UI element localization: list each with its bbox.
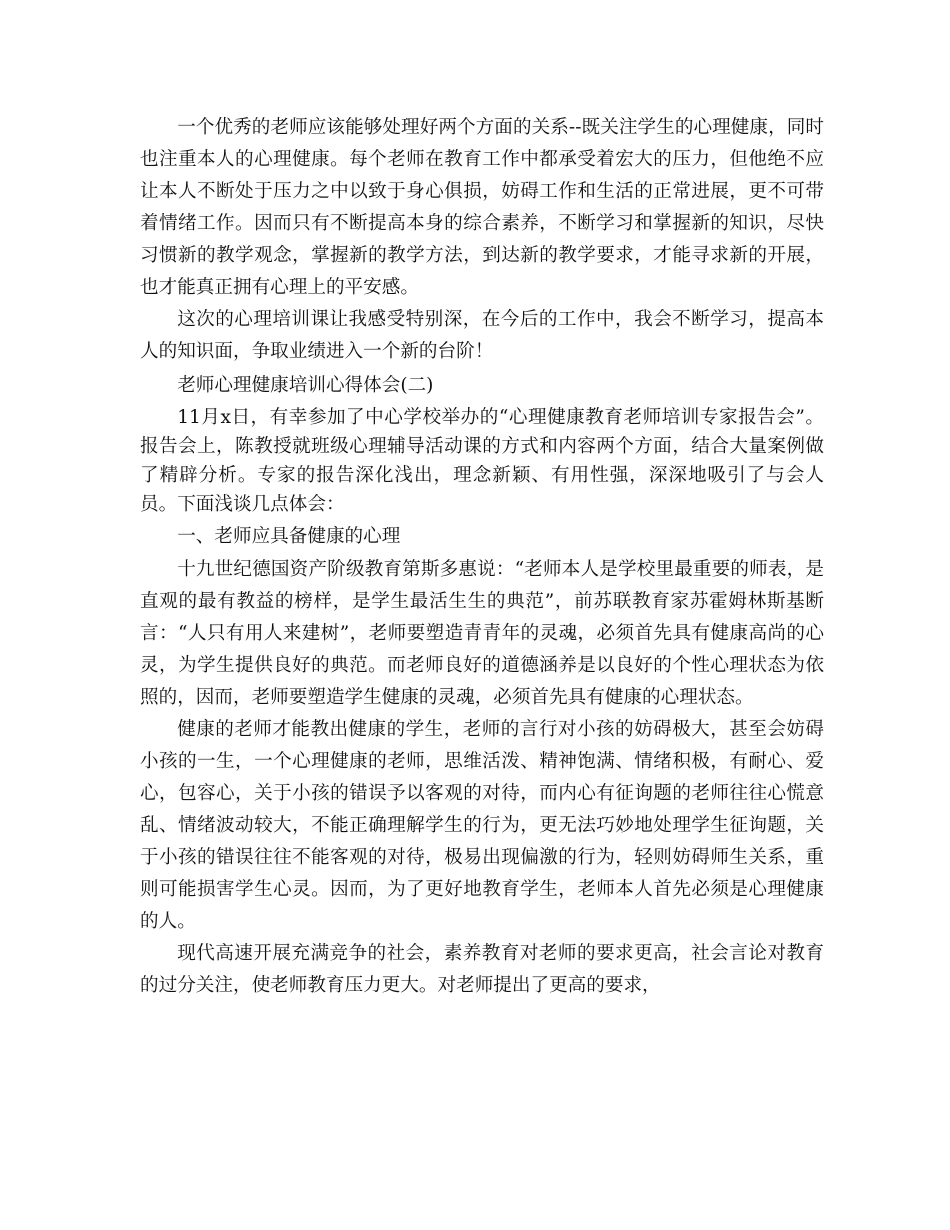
section-heading-1: 一、老师应具备健康的心理 xyxy=(177,526,401,547)
section-title: 老师心理健康培训心得体会(二) xyxy=(177,375,434,396)
paragraph-report-meeting: 11月x日，有幸参加了中心学校举办的“心理健康教育老师培训专家报告会”。报告会上，陈教授就班级心理辅导活动课的方式和内容两个方面，结合大量案例做了精辟分析。专家的报告深化浅出，理念新颖、有用性强，深深地吸引了与会人员。下面浅谈几点体会： xyxy=(140,407,824,515)
document-page xyxy=(140,112,824,1002)
paragraph-teacher-example: 十九世纪德国资产阶级教育第斯多惠说：“老师本人是学校里最重要的师表，是直观的最有教益的榜样，是学生最活生生的典范”，前苏联教育家苏霍姆林斯基断言：“人只有用人来建树”，老师要塑造青青年的灵魂，必须首先具有健康高尚的心灵，为学生提供良好的典范。而老师良好的道德涵养是以良好的个性心理状态为依照的，因而，老师要塑造学生健康的灵魂，必须首先具有健康的心理状态。 xyxy=(140,559,824,708)
paragraph-teacher-balance: 一个优秀的老师应该能够处理好两个方面的关系--既关注学生的心理健康，同时也注重本人的心理健康。每个老师在教育工作中都承受着宏大的压力，但他绝不应让本人不断处于压力之中以致于身心俱损，妨碍工作和生活的正常进展，更不可带着情绪工作。因而只有不断提高本身的综合素养，不断学习和掌握新的知识，尽快习惯新的教学观念，掌握新的教学方法，到达新的教学要求，才能寻求新的开展，也才能真正拥有心理上的平安感。 xyxy=(140,117,824,298)
paragraph-healthy-teacher: 健康的老师才能教出健康的学生，老师的言行对小孩的妨碍极大，甚至会妨碍小孩的一生，一个心理健康的老师，思维活泼、精神饱满、情绪积极，有耐心、爱心，包容心，关于小孩的错误予以客观的对待，而内心有征询题的老师往往心慌意乱、情绪波动较大，不能正确理解学生的行为，更无法巧妙地处理学生征询题，关于小孩的错误往往不能客观的对待，极易出现偏激的行为，轻则妨碍师生关系，重则可能损害学生心灵。因而，为了更好地教育学生，老师本人首先必须是心理健康的人。 xyxy=(140,719,824,932)
paragraph-modern-society: 现代高速开展充满竞争的社会，素养教育对老师的要求更高，社会言论对教育的过分关注，使老师教育压力更大。对老师提出了更高的要求， xyxy=(140,943,824,996)
paragraph-training-reflection: 这次的心理培训课让我感受特别深，在今后的工作中，我会不断学习，提高本人的知识面，争取业绩进入一个新的台阶！ xyxy=(140,309,824,362)
